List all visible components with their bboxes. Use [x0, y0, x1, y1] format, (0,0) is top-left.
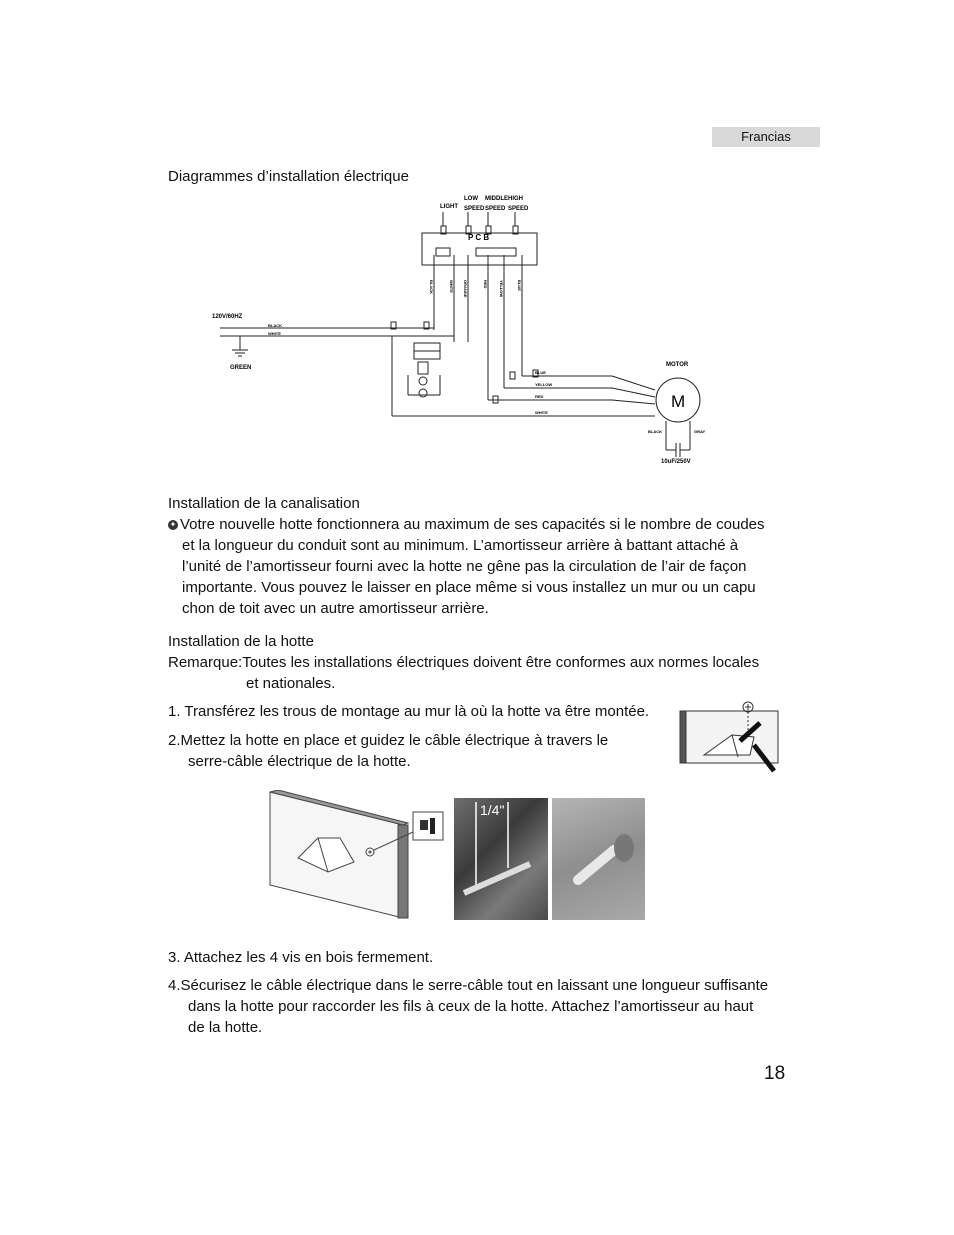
- duct-section-title: Installation de la canalisation: [168, 495, 360, 512]
- label-motor-black: BLACK: [648, 429, 662, 434]
- label-supply-white: WHITE: [268, 331, 281, 336]
- label-high-speed: SPEED: [508, 206, 529, 212]
- step-1: 1. Transférez les trous de montage au mur là où la hotte va être montée.: [168, 703, 650, 720]
- label-pcb: P C B: [468, 233, 490, 242]
- step-3: 3. Attachez les 4 vis en bois fermement.: [168, 949, 434, 966]
- label-low: LOW: [464, 196, 478, 202]
- step-2-line-1: 2.Mettez la hotte en place et guidez le câble électrique à travers le: [168, 732, 609, 749]
- info-bullet-icon: ✦: [169, 520, 177, 529]
- hood-mounting-illustration: [676, 697, 786, 777]
- label-pcb-white: WHITE: [449, 280, 454, 293]
- label-middle-speed: SPEED: [485, 206, 506, 212]
- label-white-wire: WHITE: [535, 410, 548, 415]
- page-number: 18: [764, 1063, 786, 1084]
- label-pcb-yellow: YELLOW: [499, 280, 504, 298]
- screw-installed-photo: [552, 798, 645, 920]
- wiring-section-title: Diagrammes d’installation électrique: [168, 168, 409, 185]
- motor-symbol: M: [671, 392, 686, 411]
- note-line-2: et nationales.: [246, 675, 336, 692]
- hood-section-title: Installation de la hotte: [168, 633, 314, 650]
- duct-line-1: ✦ Votre nouvelle hotte fonctionnera au maximum de ses capacités si le nombre de coudes: [169, 516, 765, 533]
- label-supply-black: BLACK: [268, 323, 282, 328]
- label-pcb-black: BLACK: [429, 280, 434, 294]
- step-4-line-3: de la hotte.: [188, 1019, 263, 1036]
- label-high: HIGH: [508, 196, 523, 202]
- label-red-wire: RED: [535, 394, 544, 399]
- step-4-line-1: 4.Sécurisez le câble électrique dans le serre-câble tout en laissant une longueur suffisante: [168, 977, 769, 994]
- language-tab: Francias: [712, 127, 820, 147]
- label-pcb-orange: ORANGE: [463, 280, 468, 298]
- quarter-inch-label: 1/4": [480, 802, 505, 818]
- label-low-speed: SPEED: [464, 206, 485, 212]
- hood-on-wall-illustration: [258, 790, 448, 922]
- step-4-line-2: dans la hotte pour raccorder les fils à ceux de la hotte. Attachez l’amortisseur au haut: [188, 998, 754, 1015]
- label-middle: MIDDLE: [485, 196, 508, 202]
- note-line-1: Remarque:Toutes les installations électriques doivent être conformes aux normes locales: [168, 654, 760, 671]
- label-supply: 120V/60HZ: [212, 314, 243, 320]
- label-motor-gray: GRAY: [694, 429, 706, 434]
- duct-line-3: l’unité de l’amortisseur fourni avec la hotte ne gêne pas la circulation de l’air de façon: [182, 558, 747, 575]
- duct-line-4: importante. Vous pouvez le laisser en place même si vous installez un mur ou un capu: [182, 579, 756, 596]
- label-motor: MOTOR: [666, 362, 689, 368]
- label-capacitor: 10uF/250V: [661, 459, 691, 465]
- screw-depth-photo: [454, 798, 548, 920]
- duct-line-2: et la longueur du conduit sont au minimum. L’amortisseur arrière à battant attaché à: [182, 537, 739, 554]
- wiring-diagram: [200, 190, 740, 475]
- label-green: GREEN: [230, 365, 252, 371]
- step-2-line-2: serre-câble électrique de la hotte.: [188, 753, 411, 770]
- label-blue-wire: BLUE: [535, 370, 546, 375]
- label-pcb-blue: BLUE: [517, 280, 522, 291]
- duct-line-5: chon de toit avec un autre amortisseur arrière.: [182, 600, 489, 617]
- label-pcb-red: RED: [483, 280, 488, 289]
- label-yellow-wire: YELLOW: [535, 382, 553, 387]
- label-light: LIGHT: [440, 204, 458, 210]
